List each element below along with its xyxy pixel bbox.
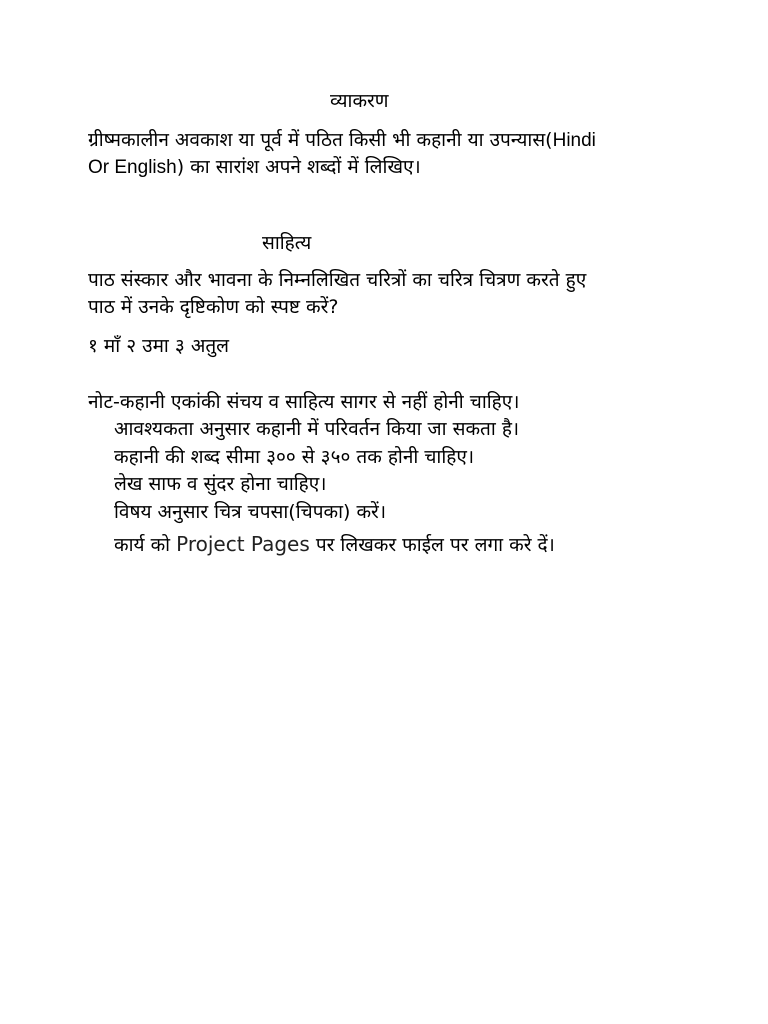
grammar-instruction-line1 <box>88 127 596 154</box>
literature-question-line2: पाठ में उनके दृष्टिकोण को स्पष्ट करें? <box>88 296 339 318</box>
note-line: लेख साफ व सुंदर होना चाहिए। <box>114 473 327 495</box>
note-line: विषय अनुसार चित्र चपसा(चिपका) करें। <box>114 501 387 523</box>
note-last-post: पर लिखकर फाईल पर लगा करे दें। <box>315 534 555 556</box>
literature-question-line1: पाठ संस्कार और भावना के निम्नलिखित चरित्रों का चरित्र चित्रण करते हुए <box>88 269 587 291</box>
note-last-english: Project Pages <box>176 532 310 556</box>
note-line-last <box>114 531 555 558</box>
grammar-instruction-line2-hindi: ) का सारांश अपने शब्दों में लिखिए। <box>176 156 421 178</box>
grammar-instruction-line1-hindi: ग्रीष्मकालीन अवकाश या पूर्व में पठित किसी भी कहानी या उपन्यास( <box>88 129 553 151</box>
grammar-instruction-line2-english: Or English <box>88 157 177 178</box>
note-last-pre: कार्य को <box>114 534 171 556</box>
grammar-heading: व्याकरण <box>330 90 389 112</box>
note-line: कहानी की शब्द सीमा ३०० से ३५० तक होनी चाहिए। <box>114 446 475 468</box>
grammar-instruction-line1-english: Hindi <box>552 130 596 151</box>
note-line: आवश्यकता अनुसार कहानी में परिवर्तन किया जा सकता है। <box>114 418 520 440</box>
grammar-instruction-line2 <box>88 154 421 181</box>
literature-heading: साहित्य <box>262 232 312 254</box>
literature-characters: १ माँ २ उमा ३ अतुल <box>88 335 230 357</box>
note-line: नोट-कहानी एकांकी संचय व साहित्य सागर से नहीं होनी चाहिए। <box>88 391 520 413</box>
